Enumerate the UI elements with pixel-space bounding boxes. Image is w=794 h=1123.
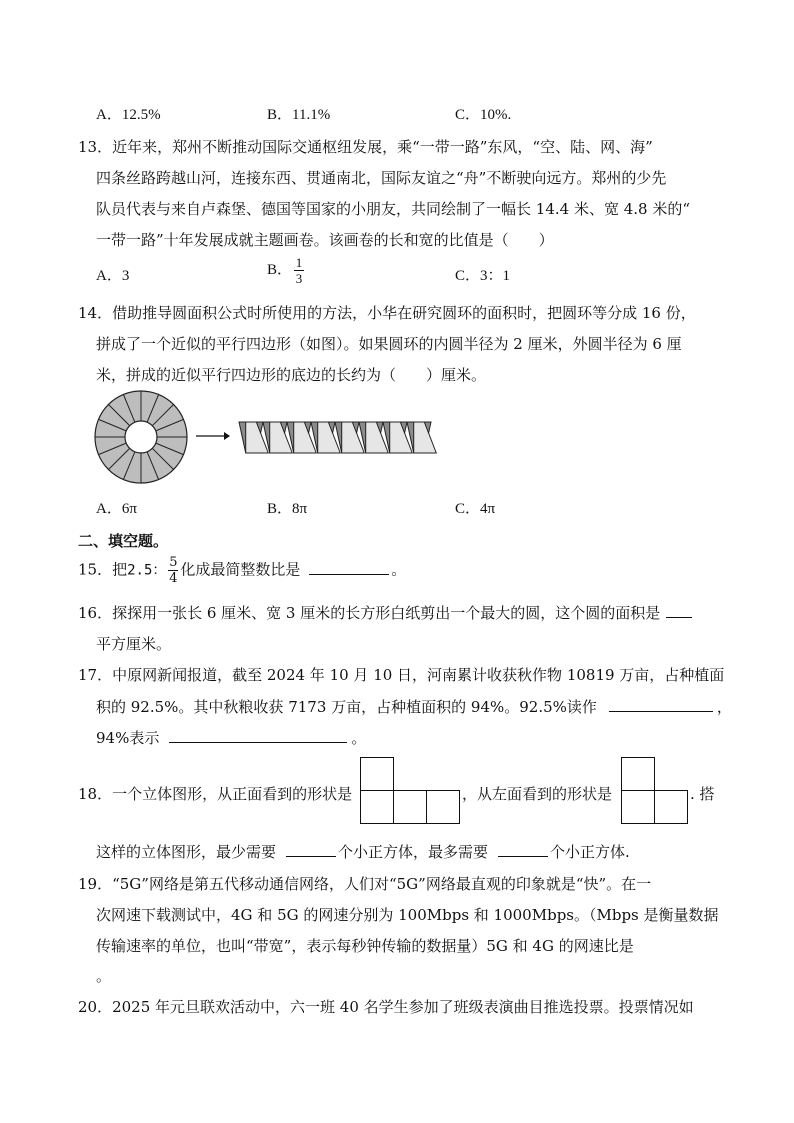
q14-line-3: 米，拼成的近似平行四边形的底边的长约为（ ）厘米。 <box>96 366 487 384</box>
q14-line-1: 14．借助推导圆面积公式时所使用的方法，小华在研究圆环的面积时，把圆环等分成 16 份， <box>78 304 696 322</box>
q15-fraction <box>168 556 178 585</box>
q18-middle: ，从左面看到的形状是 <box>462 785 613 803</box>
q18-answer-blank-1[interactable] <box>286 842 336 857</box>
q12-option-a: A．12.5% <box>96 107 161 123</box>
q14-line-2: 拼成了一个近似的平行四边形（如图）。如果圆环的内圆半径为 2 厘米，外圆半径为 6 厘 <box>96 335 682 353</box>
q12-option-b: B．11.1% <box>267 107 331 123</box>
fraction-numerator: 5 <box>169 555 178 570</box>
q17-period: 。 <box>351 729 367 747</box>
q14-option-b: B．8π <box>267 501 308 517</box>
q17-text-2: 积的 92.5%。其中秋粮收获 7173 万亩，占种植面积的 94%。92.5%读作 <box>96 698 597 716</box>
q13-line-1: 13．近年来，郑州不断推动国际交通枢纽发展，乘“一带一路”东风，“空、陆、网、海” <box>78 138 653 156</box>
q15-prefix: 15．把 <box>78 560 128 579</box>
q18-prefix: 18．一个立体图形，从正面看到的形状是 <box>78 785 353 803</box>
ring-figure <box>94 390 194 490</box>
q18-answer-blank-2[interactable] <box>498 842 548 857</box>
fraction-numerator: 1 <box>295 255 303 270</box>
q17-text-3: 94%表示 <box>96 729 160 747</box>
fraction-denominator: 3 <box>295 271 303 286</box>
q15-expr: 2.5： <box>127 562 167 579</box>
left-view-figure <box>621 757 689 823</box>
q19-line-1: 19．“5G”网络是第五代移动通信网络，人们对“5G”网络最直观的印象就是“快”。在一 <box>78 875 652 893</box>
q17-answer-blank-1[interactable] <box>609 697 713 712</box>
q13-option-c: C．3：1 <box>455 268 511 284</box>
fraction-denominator: 4 <box>169 571 178 586</box>
q17-answer-blank-2[interactable] <box>169 728 347 743</box>
q18-text-c: 个小正方体. <box>550 843 630 861</box>
q17-line-3 <box>96 727 366 748</box>
q19-line-4: 。 <box>96 967 112 985</box>
section-title: 二、填空题。 <box>78 532 169 550</box>
q16-answer-blank[interactable] <box>666 603 692 618</box>
q19-line-3: 传输速率的单位，也叫“带宽”，表示每秒钟传输的数据量）5G 和 4G 的网速比是 <box>96 937 634 955</box>
q13-option-b-label: B． <box>267 261 293 278</box>
q13-option-b <box>267 256 306 285</box>
q13-line-2: 四条丝路跨越山河，连接东西、贯通南北，国际友谊之“舟”不断驶向远方。郑州的少先 <box>96 169 667 187</box>
q18-text-a: 这样的立体图形，最少需要 <box>96 843 277 861</box>
ring-inner-circle <box>125 421 157 453</box>
q16-text: 16．探探用一张长 6 厘米、宽 3 厘米的长方形白纸剪出一个最大的圆，这个圆的面积是 <box>78 604 661 622</box>
q20-line-1: 20．2025 年元旦联欢活动中，六一班 40 名学生参加了班级表演曲目推选投票。投票情况如 <box>78 998 694 1016</box>
q14-option-a: A．6π <box>96 501 137 517</box>
q17-line-1: 17．中原网新闻报道，截至 2024 年 10 月 10 日，河南累计收获秋作物 10819 万亩，占种植面 <box>78 666 725 684</box>
q13-option-a: A．3 <box>96 268 130 284</box>
q19-line-2: 次网速下载测试中，4G 和 5G 的网速分别为 100Mbps 和 1000Mbps。（Mbps 是衡量数据 <box>96 906 719 924</box>
q12-option-c: C．10%. <box>455 107 512 123</box>
q15-suffix: 化成最简整数比是 <box>180 560 301 579</box>
q16-line-1 <box>78 602 692 623</box>
front-view-figure <box>360 757 460 823</box>
strip-piece-light <box>414 422 437 453</box>
q13-line-4: 一带一路”十年发展成就主题画卷。该画卷的长和宽的比值是（ ） <box>96 231 554 249</box>
q15-answer-blank[interactable] <box>309 560 389 575</box>
q15-end: 。 <box>391 560 407 579</box>
q18-text-b: 个小正方体，最多需要 <box>338 843 489 861</box>
q18-line-2 <box>96 841 630 862</box>
q14-option-c: C．4π <box>455 501 496 517</box>
q17-comma: ， <box>716 698 732 716</box>
q18-end: . 搭 <box>690 785 715 803</box>
q16-line-2: 平方厘米。 <box>96 635 172 653</box>
q15-line <box>78 556 406 585</box>
arrow-icon <box>196 431 230 441</box>
q13-option-b-fraction <box>294 256 304 285</box>
parallelogram-figure <box>237 420 433 456</box>
q13-line-3: 队员代表与来自卢森堡、德国等国家的小朋友，共同绘制了一幅长 14.4 米、宽 4.8 米的“ <box>96 200 690 218</box>
q17-line-2 <box>96 696 732 717</box>
